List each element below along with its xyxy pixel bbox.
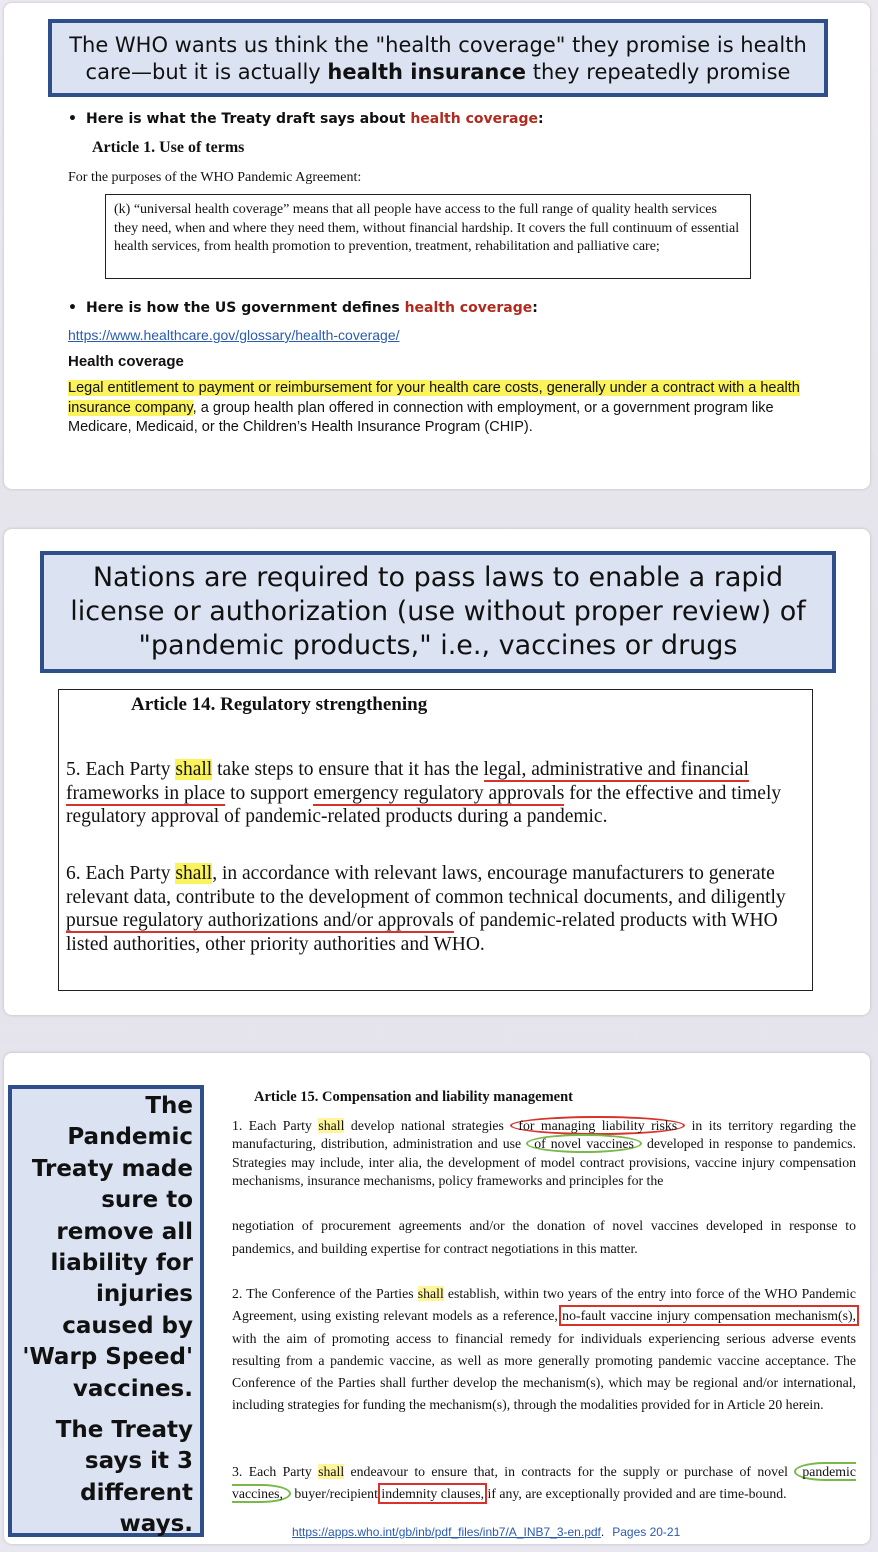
para-text: buyer/recipient (290, 1486, 382, 1502)
article-14-paragraph-6 (66, 862, 806, 956)
slide-liability (4, 1053, 870, 1544)
source-citation (292, 1525, 680, 1539)
bullet-treaty-draft (68, 111, 544, 127)
para-text: 2. The Conference of the Parties (232, 1286, 418, 1301)
boxed-phrase: no-fault vaccine injury compensation mechanism(s), (562, 1308, 856, 1324)
underlined-phrase: emergency regulatory approvals (313, 782, 565, 804)
para-text: establish, within two years of the entry into force of the WHO Pandemic Agreement, using existing relevant models as a reference, (232, 1286, 856, 1324)
shall-highlight: shall (318, 1118, 345, 1133)
bullet-term: health coverage (404, 300, 533, 316)
para-text: 3. Each Party (232, 1464, 319, 1479)
title-text-end: they repeatedly promise (526, 60, 791, 84)
bullet-dot: • (68, 300, 77, 316)
para-text: endeavour to ensure that, in contracts for the supply or purchase of novel (344, 1464, 795, 1479)
title-paragraph: The Treaty says it 3 different ways. (55, 1417, 193, 1538)
slide-title (8, 1085, 204, 1537)
para-text: with the aim of promoting access to financial remedy for individuals experiencing serious adverse events resulting from a pandemic vaccine, as well as more generally promoting pandemic vaccine acceptance. The Conference of the Parties shall further develop the mechanism(s), which may be regional and/or international, including strategies for funding the mechanism(s), through the modalities provided for in Article 20 herein. (232, 1330, 856, 1413)
slide-health-coverage (4, 3, 870, 489)
underlined-phrase: legal, administrative and financial frameworks in place (66, 759, 749, 804)
source-pages: Pages 20-21 (612, 1525, 681, 1539)
para-text: 5. Each Party (66, 759, 176, 780)
shall-highlight: shall (318, 1464, 345, 1479)
article-15-paragraph-1 (232, 1117, 856, 1190)
source-period: . (600, 1525, 605, 1539)
article-15-paragraph-2 (232, 1283, 856, 1417)
bullet-colon: : (537, 111, 544, 127)
para-text: 1. Each Party (232, 1118, 319, 1133)
article-heading: Article 14. Regulatory strengthening (131, 694, 428, 715)
para-text: of pandemic-related products with WHO listed authorities, other priority authorities and WHO. (66, 910, 778, 955)
article-heading: Article 1. Use of terms (92, 139, 245, 156)
title-text: The WHO wants us think the "health coverage" they promise is health care—but it is actually (69, 33, 807, 84)
article-15-paragraph-1-continued: negotiation of procurement agreements and/or the donation of novel vaccines developed in response to pandemics, and building expertise for contract negotiations in this matter. (232, 1218, 856, 1256)
article-intro: For the purposes of the WHO Pandemic Agreement: (68, 170, 362, 185)
health-coverage-definition (68, 379, 828, 438)
bullet-text: Here is how the US government defines (86, 300, 405, 316)
shall-highlight: shall (175, 863, 213, 884)
who-source-link[interactable]: https://apps.who.int/gb/inb/pdf_files/inb7/A_INB7_3-en.pdf (292, 1525, 601, 1539)
para-text: to support (225, 782, 314, 804)
health-coverage-heading: Health coverage (68, 353, 184, 370)
title-paragraph: The Pandemic Treaty made sure to remove all liability for injuries caused by 'Warp Speed' vaccines. (22, 1093, 193, 1402)
slide-regulatory (4, 529, 870, 1015)
para-text: in its territory regarding the manufacturing, distribution, administration and use (232, 1118, 856, 1152)
para-text: , in accordance with relevant laws, encourage manufacturers to generate relevant data, contribute to the development of common technical documents, and diligently (66, 863, 786, 908)
shall-highlight: shall (175, 759, 213, 780)
slide-title (48, 19, 828, 97)
article-14-box (58, 689, 813, 991)
para-text: develop national strategies (344, 1118, 511, 1133)
circled-phrase: for managing liability risks (510, 1116, 685, 1135)
definition-rest: , a group health plan offered in connection with employment, or a government program like Medicare, Medicaid, or the Children’s Health Insurance Program (CHIP). (68, 399, 774, 435)
bullet-text: Here is what the Treaty draft says about (86, 111, 411, 127)
circled-phrase: pandemic vaccines, (232, 1464, 856, 1502)
para-text: take steps to ensure that it has the (212, 759, 484, 780)
bullet-term: health coverage (410, 111, 538, 127)
shall-highlight: shall (417, 1286, 444, 1301)
para-text: if any, are exceptionally provided and are time-bound. (484, 1486, 787, 1502)
boxed-phrase: indemnity clauses, (381, 1486, 485, 1502)
article-14-paragraph-5 (66, 758, 806, 829)
underlined-phrase: pursue regulatory authorizations and/or approvals (66, 910, 454, 931)
article-heading: Article 15. Compensation and liability management (254, 1089, 573, 1105)
slide-title: Nations are required to pass laws to enable a rapid license or authorization (use without proper review) of "pandemic products," i.e., vaccines or drugs (40, 551, 836, 673)
highlighted-text: Legal entitlement to payment or reimbursement for your health care costs, generally under a contract with a health insurance company (68, 380, 800, 416)
definition-box: (k) “universal health coverage” means that all people have access to the full range of quality health services they need, when and where they need them, without financial hardship. It covers the full continuum of essential health services, from health promotion to prevention, treatment, rehabilitation and palliative care; (105, 194, 751, 279)
para-text: developed in response to pandemics. Strategies may include, inter alia, the development of model contract provisions, vaccine injury compensation mechanisms, insurance mechanisms, policy frameworks and principles for the (232, 1136, 856, 1188)
bullet-us-government (68, 300, 538, 316)
para-text: 6. Each Party (66, 863, 176, 884)
circled-phrase: of novel vaccines (526, 1134, 642, 1153)
article-15-paragraph-3 (232, 1461, 856, 1506)
bullet-colon: : (532, 300, 538, 316)
para-text: for the effective and timely regulatory approval of pandemic-related products during a pandemic. (66, 782, 782, 827)
title-bold-text: health insurance (327, 60, 527, 84)
bullet-dot: • (68, 111, 77, 127)
healthcare-gov-link[interactable]: https://www.healthcare.gov/glossary/health-coverage/ (68, 327, 400, 343)
